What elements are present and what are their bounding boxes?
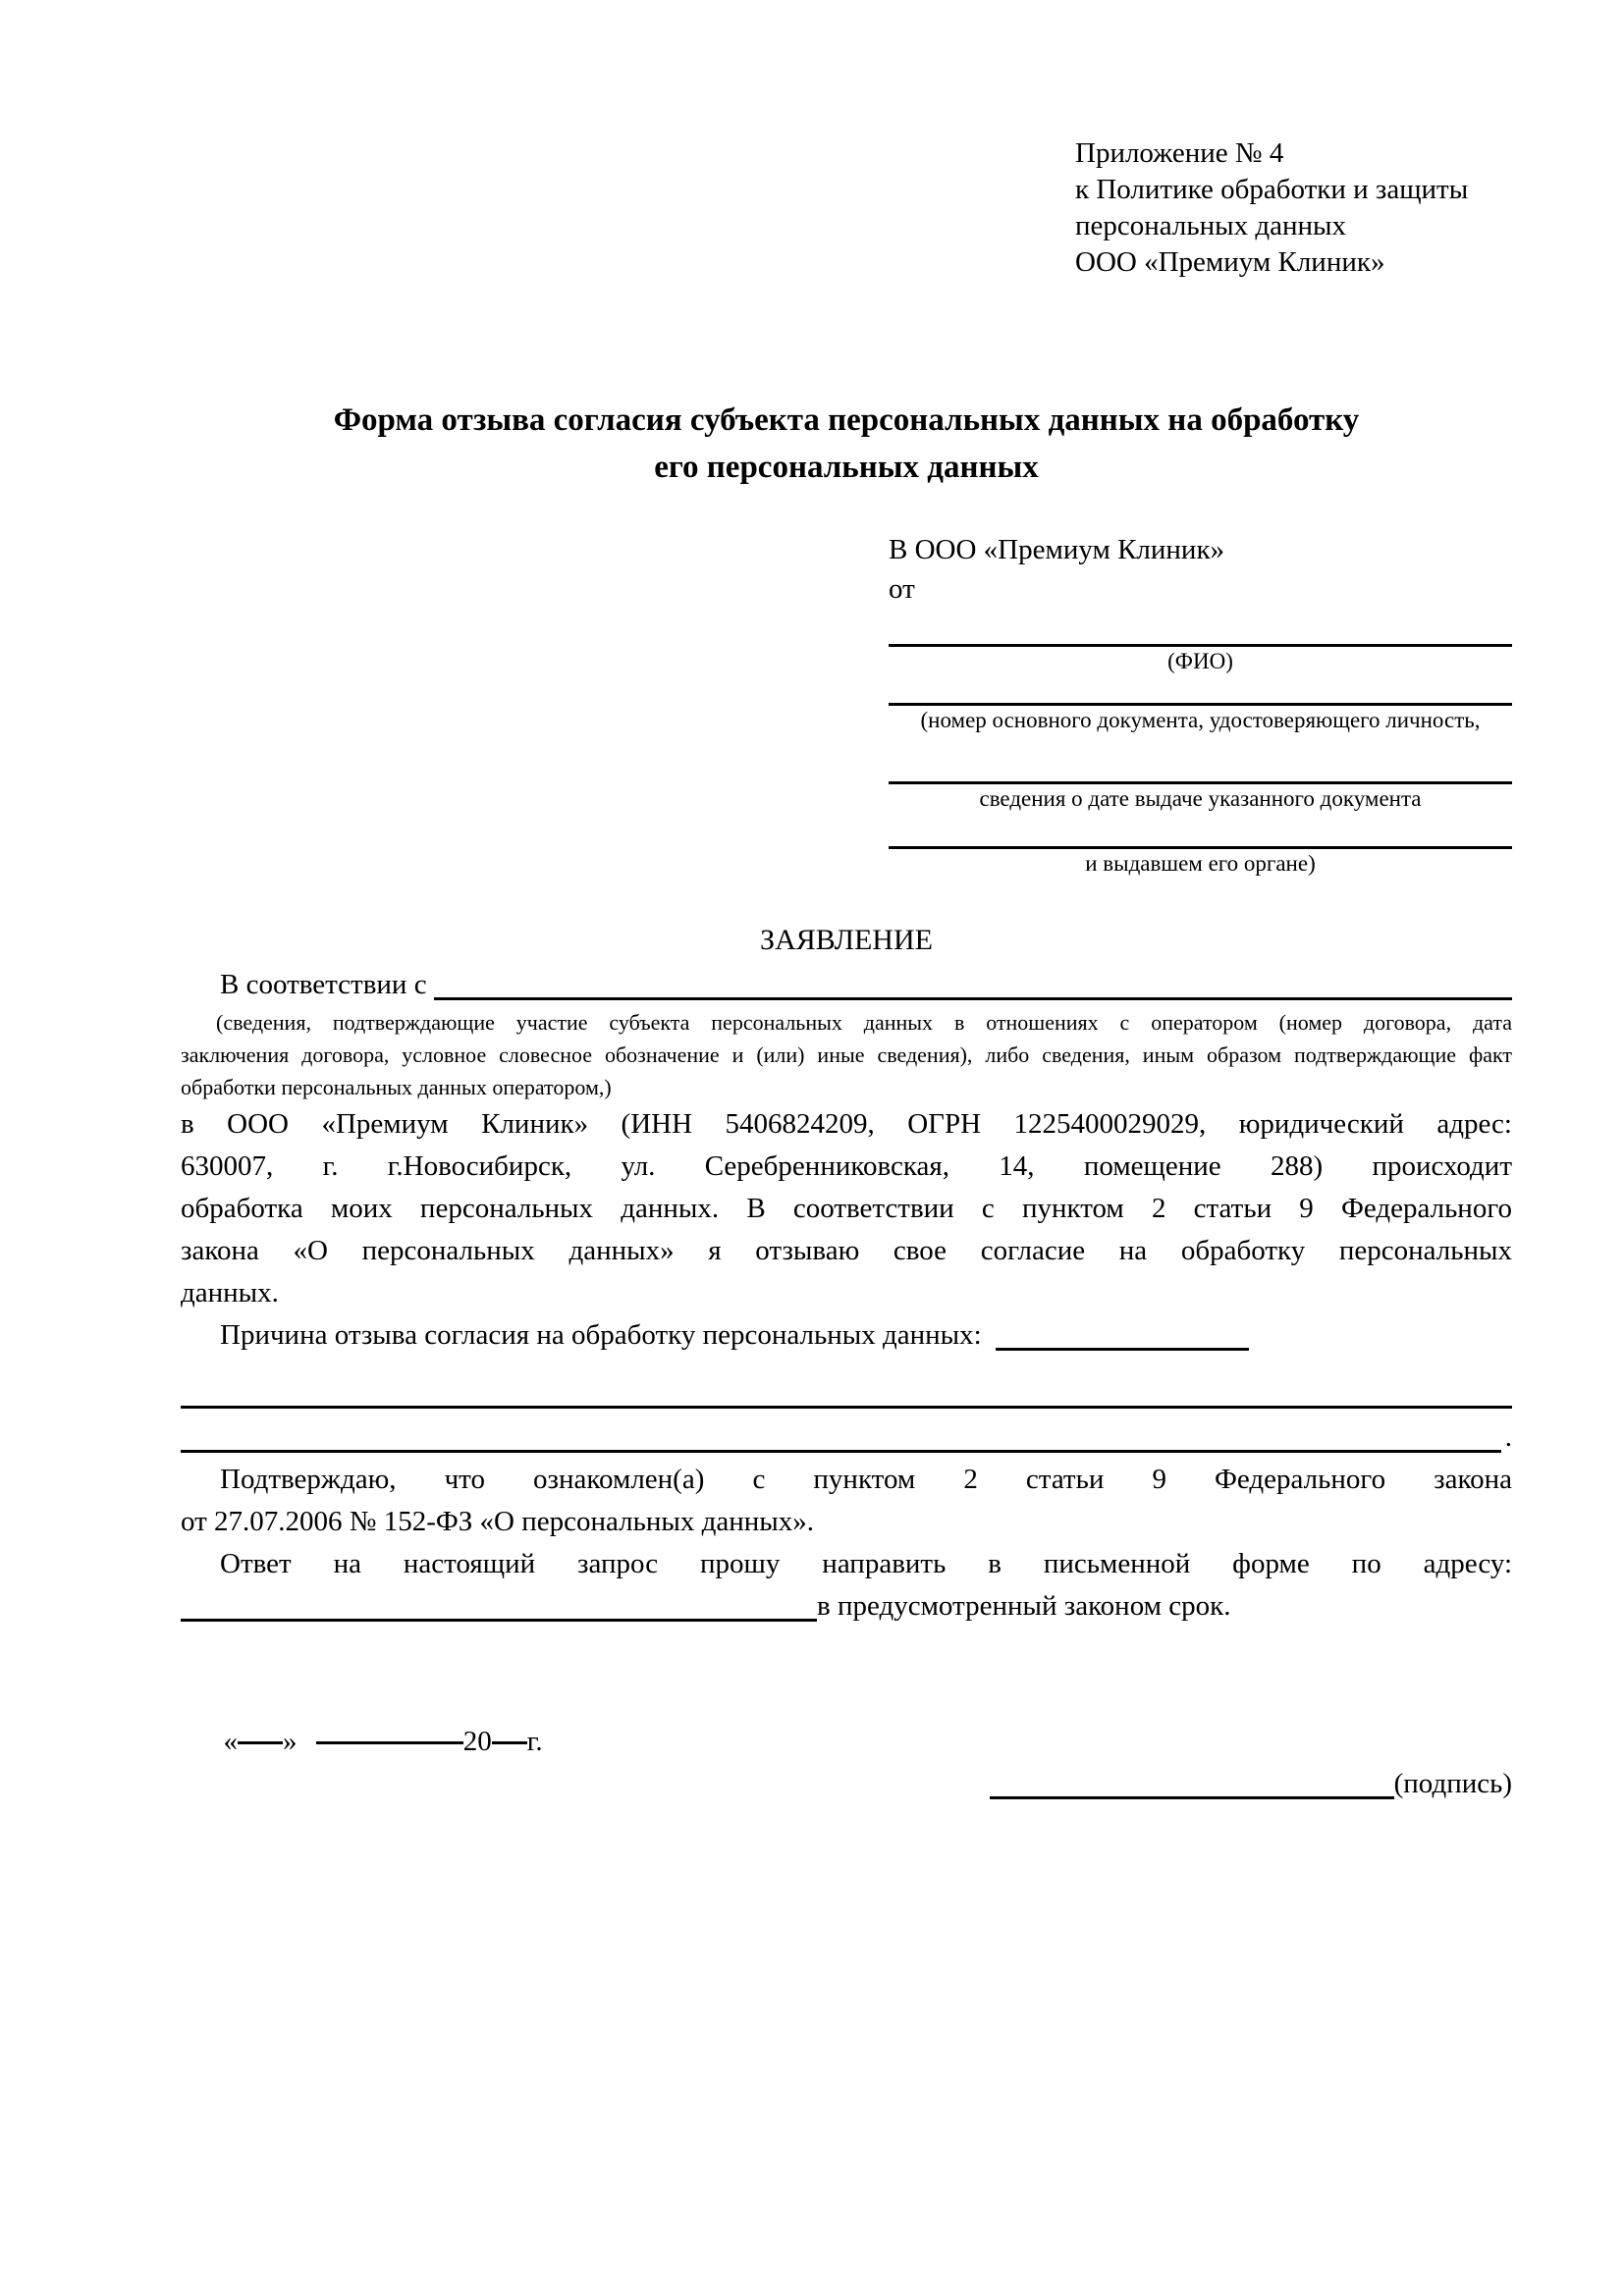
addressee-from-label: от (889, 573, 915, 605)
reason-continuation-row (181, 1372, 1512, 1415)
statement-body-line: закона «О персональных данных» я отзываю свое согласие на обработку персональных (181, 1235, 1512, 1266)
document-number-caption: (номер основного документа, удостоверяющего личность, (920, 708, 1481, 732)
appendix-line: к Политике обработки и защиты (1075, 174, 1469, 205)
sentence-period: . (1504, 1421, 1512, 1453)
signature-caption: (подпись) (1393, 1768, 1512, 1799)
date-year-blank (492, 1741, 527, 1744)
page-title-line: Форма отзыва согласия субъекта персональных данных на обработку (333, 402, 1360, 438)
appendix-line: персональных данных (1075, 210, 1347, 241)
issue-date-caption: сведения о дате выдаче указанного документа (979, 786, 1422, 811)
date-month-blank (316, 1741, 463, 1744)
appendix-line: ООО «Премиум Клиник» (1075, 246, 1385, 278)
page-title (238, 397, 1455, 491)
fine-print (181, 1006, 1512, 1103)
acknowledgement-line: Подтверждаю, что ознакомлен(а) с пунктом 2 статьи 9 Федерального закона (220, 1464, 1512, 1495)
acknowledgement-line: от 27.07.2006 № 152-ФЗ «О персональных данных». (181, 1506, 815, 1537)
issuing-authority-caption: и выдавшем его органе) (1085, 851, 1316, 876)
intro-label: В соответствии с (220, 969, 434, 1000)
date-year-text: 20 (462, 1726, 492, 1757)
reason-continuation-row (181, 1416, 1512, 1459)
date-signature-row (181, 1679, 1512, 1805)
date-day-blank (238, 1741, 283, 1744)
reason-label: Причина отзыва согласия на обработку персональных данных: (220, 1319, 982, 1351)
date-year-suffix: г. (526, 1726, 543, 1757)
reply-address-blank-line (181, 1619, 817, 1622)
statement-body (181, 1103, 1512, 1314)
reply-request-suffix: в предусмотренный законом срок. (817, 1590, 1231, 1622)
page-title-line: его персональных данных (654, 450, 1039, 485)
date-group (181, 1679, 543, 1805)
intro-row (181, 964, 1512, 1006)
statement-body-line: обработка моих персональных данных. В соответствии с пунктом 2 статьи 9 Федерального (181, 1193, 1512, 1224)
reason-blank-line-3 (181, 1450, 1501, 1453)
date-quote-open: « (223, 1726, 238, 1757)
statement-body-line: в ООО «Премиум Клиник» (ИНН 5406824209, ОГРН 1225400029029, юридический адрес: (181, 1108, 1512, 1140)
addressee-block (889, 530, 1512, 879)
fine-print-line: заключения договора, условное словесное обозначение и (или) иные сведения), либо сведения, иным образом подтверждающие факт (181, 1042, 1512, 1067)
fio-caption: (ФИО) (1167, 649, 1233, 673)
acknowledgement (181, 1459, 1512, 1543)
date-quote-close: » (283, 1726, 304, 1757)
reason-row (181, 1314, 1512, 1357)
reply-request (181, 1543, 1512, 1628)
appendix-line: Приложение № 4 (1075, 137, 1284, 169)
statement-heading: ЗАЯВЛЕНИЕ (760, 924, 933, 956)
signature-blank-line (990, 1796, 1394, 1799)
reason-blank-line (996, 1348, 1249, 1351)
fine-print-line: (сведения, подтверждающие участие субъекта персональных данных в отношениях с оператором (номер договора, дата (216, 1010, 1512, 1035)
reason-blank-line-2 (181, 1406, 1512, 1409)
signature-group (990, 1763, 1512, 1805)
statement-body-line: данных. (181, 1277, 279, 1308)
reply-request-line: Ответ на настоящий запрос прошу направить в письменной форме по адресу: (220, 1548, 1512, 1579)
addressee-organization: В ООО «Премиум Клиник» (889, 534, 1225, 565)
intro-blank-line (434, 997, 1512, 1000)
fine-print-line: обработки персональных данных оператором,) (181, 1075, 612, 1099)
appendix-block (1075, 135, 1512, 281)
statement-body-line: 630007, г. г.Новосибирск, ул. Серебренниковская, 14, помещение 288) происходит (181, 1150, 1512, 1182)
reply-address-row (181, 1585, 1512, 1628)
